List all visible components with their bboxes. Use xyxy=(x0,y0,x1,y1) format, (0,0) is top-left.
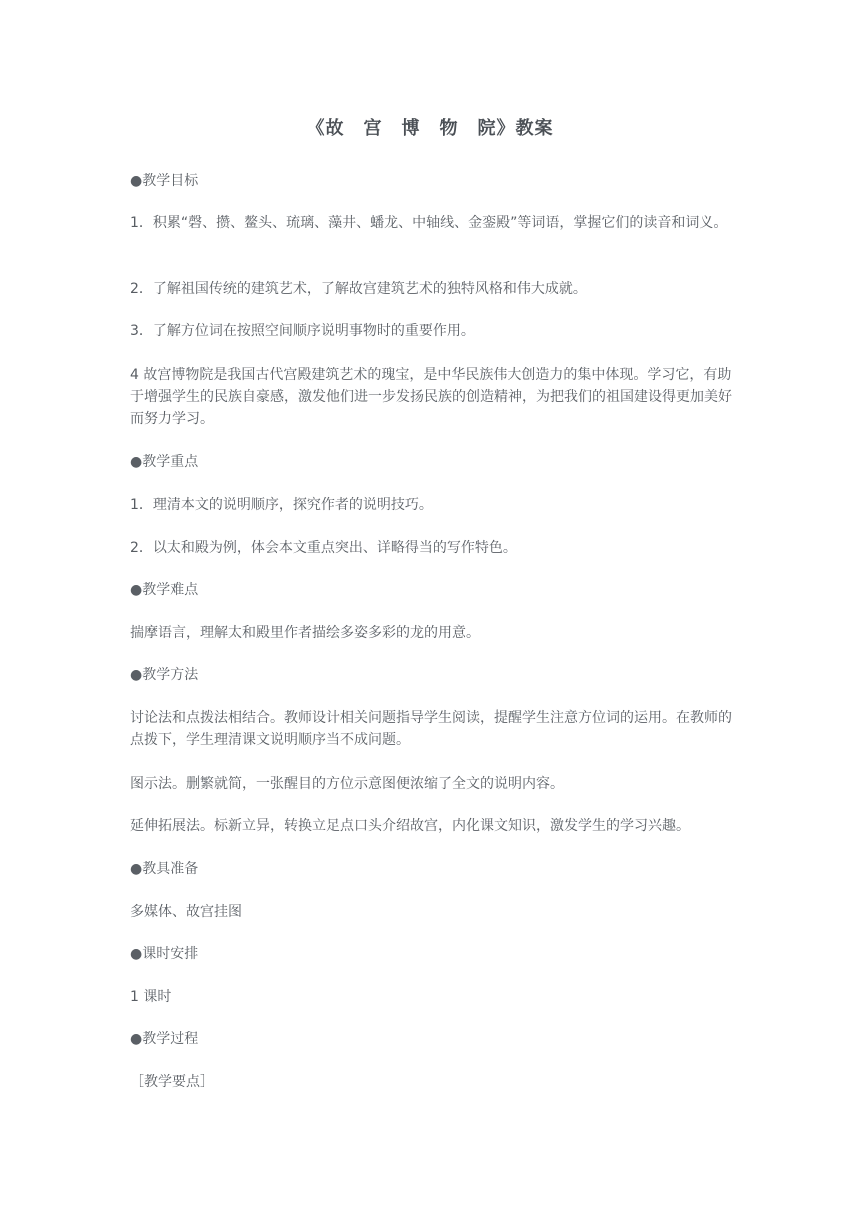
section-heading-goals: ●教学目标 xyxy=(130,173,199,189)
tools-item-1: 多媒体、故宫挂图 xyxy=(130,904,242,920)
difficulty-item-1: 揣摩语言，理解太和殿里作者描绘多姿多彩的龙的用意。 xyxy=(130,625,480,641)
goal-item-4: 4 故宫博物院是我国古代宫殿建筑艺术的瑰宝，是中华民族伟大创造力的集中体现。学习它，有助于增强学生的民族自豪感，激发他们进一步发扬民族的创造精神，为把我们的祖国建设得更加美好而努力学习。 xyxy=(130,367,732,427)
document-title: 《故 宫 博 物 院》教案 xyxy=(306,118,554,139)
section-heading-process: ●教学过程 xyxy=(130,1031,199,1047)
method-item-2: 图示法。删繁就简，一张醒目的方位示意图便浓缩了全文的说明内容。 xyxy=(130,776,564,792)
goal-item-1: 1．积累“磬、攒、鳌头、琉璃、藻井、蟠龙、中轴线、金銮殿”等词语，掌握它们的读音和词义。 xyxy=(130,215,728,231)
section-heading-difficulty: ●教学难点 xyxy=(130,582,199,598)
goal-item-2: 2．了解祖国传统的建筑艺术，了解故宫建筑艺术的独特风格和伟大成就。 xyxy=(130,281,587,297)
process-item-1: ［教学要点］ xyxy=(130,1074,214,1090)
key-point-1: 1．理清本文的说明顺序，探究作者的说明技巧。 xyxy=(130,497,433,513)
section-heading-schedule: ●课时安排 xyxy=(130,946,199,962)
method-item-1: 讨论法和点拨法相结合。教师设计相关问题指导学生阅读，提醒学生注意方位词的运用。在教师的点拨下，学生理清课文说明顺序当不成问题。 xyxy=(130,710,732,748)
section-heading-methods: ●教学方法 xyxy=(130,667,199,683)
goal-item-3: 3．了解方位词在按照空间顺序说明事物时的重要作用。 xyxy=(130,323,475,339)
schedule-item-1: 1 课时 xyxy=(130,989,172,1005)
key-point-2: 2．以太和殿为例，体会本文重点突出、详略得当的写作特色。 xyxy=(130,540,517,556)
section-heading-tools: ●教具准备 xyxy=(130,861,199,877)
method-item-3: 延伸拓展法。标新立异，转换立足点口头介绍故宫，内化课文知识，激发学生的学习兴趣。 xyxy=(130,818,690,834)
section-heading-key-points: ●教学重点 xyxy=(130,454,199,470)
